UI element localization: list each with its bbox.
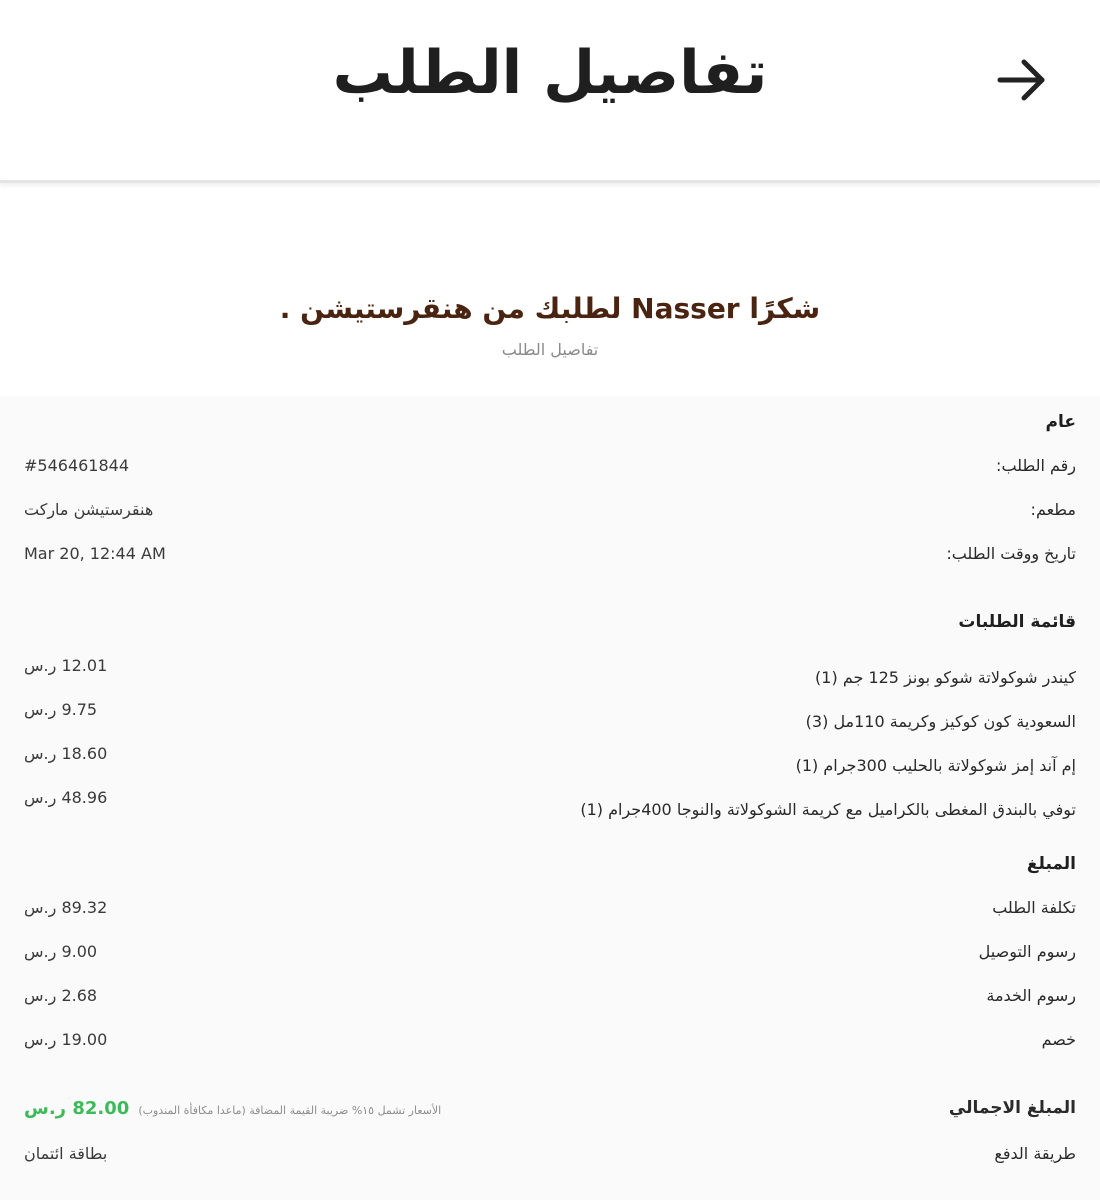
restaurant-label: مطعم: — [1030, 500, 1076, 519]
service-fee-value: 2.68 ر.س — [24, 986, 98, 1005]
arrow-right-icon — [994, 52, 1050, 108]
thank-you-message: شكرًا Nasser لطلبك من هنقرستيشن . — [279, 292, 821, 325]
order-item-name: إم آند إمز شوكولاتة بالحليب 300جرام (1) — [795, 756, 1076, 775]
delivery-fee-label: رسوم التوصيل — [978, 942, 1076, 961]
discount-row — [24, 1030, 1076, 1060]
restaurant-value: هنقرستيشن ماركت — [24, 500, 154, 519]
page-title: تفاصيل الطلب — [332, 38, 768, 108]
order-item-price: 12.01 ر.س — [24, 656, 108, 675]
payment-method-value: بطاقة ائتمان — [24, 1144, 108, 1163]
order-datetime-label: تاريخ ووقت الطلب: — [946, 544, 1076, 563]
order-number-label: رقم الطلب: — [996, 456, 1076, 475]
order-number-value: #546461844 — [24, 456, 130, 475]
order-item-price: 9.75 ر.س — [24, 700, 98, 719]
restaurant-row — [24, 500, 1076, 530]
order-item-price: 18.60 ر.س — [24, 744, 108, 763]
app-header — [0, 0, 1100, 183]
payment-method-label: طريقة الدفع — [994, 1144, 1076, 1163]
order-item-row — [24, 656, 1076, 686]
order-item-row — [24, 744, 1076, 774]
discount-value: 19.00 ر.س — [24, 1030, 108, 1049]
order-number-row — [24, 456, 1076, 486]
order-datetime-value: Mar 20, 12:44 AM — [24, 544, 166, 563]
order-details-subtitle: تفاصيل الطلب — [501, 340, 599, 359]
order-item-row — [24, 700, 1076, 730]
order-cost-label: تكلفة الطلب — [992, 898, 1076, 917]
order-cost-row — [24, 898, 1076, 928]
total-value-group — [24, 1098, 441, 1119]
total-row — [24, 1098, 1076, 1128]
order-details-card — [0, 396, 1100, 1200]
order-datetime-row — [24, 544, 1076, 574]
total-amount: 82.00 ر.س — [24, 1098, 130, 1119]
delivery-fee-row — [24, 942, 1076, 972]
payment-method-row — [24, 1144, 1076, 1174]
order-item-name: السعودية كون كوكيز وكريمة 110مل (3) — [805, 712, 1076, 731]
discount-label: خصم — [1041, 1030, 1076, 1049]
order-item-name: كيندر شوكولاتة شوكو بونز 125 جم (1) — [815, 668, 1076, 687]
order-item-row — [24, 788, 1076, 818]
delivery-fee-value: 9.00 ر.س — [24, 942, 98, 961]
general-section-title: عام — [1045, 412, 1076, 432]
order-item-price: 48.96 ر.س — [24, 788, 108, 807]
amount-section-title: المبلغ — [1026, 854, 1076, 874]
service-fee-row — [24, 986, 1076, 1016]
tax-note: الأسعار تشمل ١٥% ضريبة القيمة المضافة (ماعدا مكافأة المندوب) — [138, 1104, 442, 1117]
service-fee-label: رسوم الخدمة — [986, 986, 1076, 1005]
order-item-name: توفي بالبندق المغطى بالكراميل مع كريمة الشوكولاتة والنوجا 400جرام (1) — [580, 800, 1076, 819]
back-button[interactable] — [994, 52, 1050, 108]
order-cost-value: 89.32 ر.س — [24, 898, 108, 917]
order-list-section-title: قائمة الطلبات — [958, 612, 1076, 632]
total-label: المبلغ الاجمالي — [948, 1098, 1076, 1118]
